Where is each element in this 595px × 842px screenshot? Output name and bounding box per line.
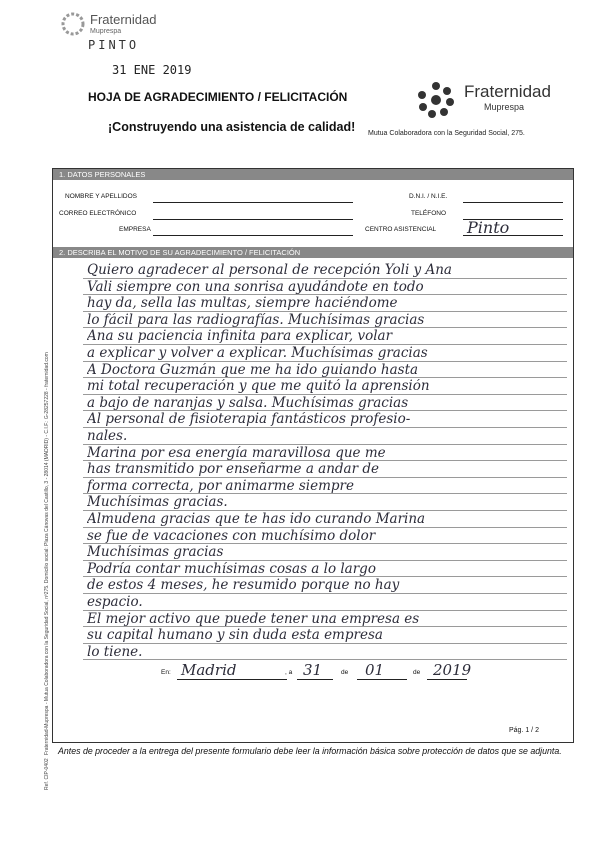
- message-line: Al personal de fisioterapia fantásticos profesio-: [87, 412, 411, 428]
- message-line: Quiero agradecer al personal de recepción Yoli y Ana: [87, 263, 452, 278]
- de2-label: de: [413, 669, 421, 676]
- form-box: [52, 168, 574, 743]
- message-line: Muchísimas gracias.: [87, 495, 228, 511]
- side-legal-text: Fraternidad-Muprespa - Mutua Colaboradora con la Seguridad Social, nº275. Domicilio social: Plaza Cánovas del Castillo, 3 - 28014 (MADRID) - C.I.F.: G-28257228 - fraternidad.com: [44, 352, 50, 755]
- message-line: espacio.: [87, 595, 143, 610]
- month-value: 01: [365, 661, 385, 679]
- message-line: a explicar y volver a explicar. Muchísimas gracias: [87, 346, 428, 361]
- city-field[interactable]: [177, 679, 287, 680]
- year-value: 2019: [433, 661, 472, 679]
- message-line: lo fácil para las radiografías. Muchísimas gracias: [87, 312, 425, 328]
- fraternidad-main-logo: [412, 80, 572, 125]
- message-line: Podría contar muchísimas cosas a lo largo: [87, 561, 376, 577]
- document-title: HOJA DE AGRADECIMIENTO / FELICITACIÓN: [88, 90, 348, 104]
- city-value: Madrid: [181, 661, 237, 679]
- dni-field[interactable]: [463, 202, 563, 203]
- logo-main-sub: Muprespa: [484, 102, 525, 112]
- side-ref: Ref. CIP-0402: [44, 758, 50, 790]
- logo-small-name: Fraternidad: [90, 12, 157, 27]
- a-label: , a: [285, 669, 293, 676]
- message-line: A Doctora Guzmán que me ha ido guiando hasta: [87, 362, 419, 378]
- page-number: Pág. 1 / 2: [509, 727, 539, 734]
- stamp-place: PINTO: [88, 38, 140, 52]
- message-line: Marina por esa energía maravillosa que me: [87, 445, 386, 461]
- correo-label: CORREO ELECTRÓNICO: [59, 210, 137, 217]
- document-subtitle: ¡Construyendo una asistencia de calidad!: [108, 120, 356, 134]
- correo-field[interactable]: [153, 219, 353, 220]
- fraternidad-logo-icon: [60, 12, 86, 36]
- fraternidad-logo-icon: [414, 80, 458, 120]
- section-1-header: 1. DATOS PERSONALES: [53, 169, 573, 180]
- day-value: 31: [303, 661, 323, 679]
- message-line: se fue de vacaciones con muchísimo dolor: [87, 528, 376, 544]
- logo-main-name: Fraternidad: [464, 82, 551, 101]
- message-line: Muchísimas gracias: [87, 545, 224, 561]
- nombre-label: NOMBRE Y APELLIDOS: [65, 193, 138, 200]
- section-2-header: 2. DESCRIBA EL MOTIVO DE SU AGRADECIMIENTO / FELICITACIÓN: [53, 247, 573, 258]
- fraternidad-small-logo: [60, 10, 180, 40]
- centro-value: Pinto: [467, 218, 510, 237]
- message-area[interactable]: [53, 261, 573, 671]
- message-line: Vali siempre con una sonrisa ayudándote en todo: [87, 279, 424, 295]
- message-line: nales.: [87, 429, 128, 444]
- stamp-date: 31 ENE 2019: [112, 63, 192, 77]
- signing-row: [161, 661, 472, 681]
- message-line: lo tiene.: [87, 644, 143, 660]
- day-field[interactable]: [297, 679, 333, 680]
- logo-small-sub: Muprespa: [90, 28, 122, 35]
- message-line: has transmitido por enseñarme a andar de: [87, 462, 379, 478]
- message-line: El mejor activo que puede tener una empresa es: [87, 611, 420, 627]
- empresa-field[interactable]: [153, 235, 353, 236]
- message-line: hay da, sella las multas, siempre haciéndome: [87, 296, 398, 312]
- message-line: su capital humano y sin duda esta empresa: [87, 628, 383, 644]
- empresa-label: EMPRESA: [119, 226, 151, 233]
- month-field[interactable]: [357, 679, 407, 680]
- centro-label: CENTRO ASISTENCIAL: [365, 226, 437, 233]
- year-field[interactable]: [427, 679, 467, 680]
- nombre-field[interactable]: [153, 202, 353, 203]
- message-line: forma correcta, por animarme siempre: [87, 478, 355, 494]
- mutua-line: Mutua Colaboradora con la Seguridad Social, 275.: [368, 130, 525, 137]
- message-line: Almudena gracias que te has ido curando Marina: [87, 512, 426, 527]
- message-line: Ana su paciencia infinita para explicar, volar: [87, 329, 393, 345]
- telefono-label: TELÉFONO: [411, 210, 447, 217]
- data-protection-notice: Antes de proceder a la entrega del presente formulario debe leer la información básica sobre protección de datos que se adjunta.: [58, 746, 562, 756]
- en-label: En:: [161, 669, 171, 676]
- message-line: de estos 4 meses, he resumido porque no hay: [87, 578, 400, 594]
- message-line: mi total recuperación y que me quitó la aprensión: [87, 379, 430, 395]
- dni-label: D.N.I. / N.I.E.: [409, 193, 448, 200]
- de1-label: de: [341, 669, 349, 676]
- message-line: a bajo de naranjas y salsa. Muchísimas gracias: [87, 395, 409, 411]
